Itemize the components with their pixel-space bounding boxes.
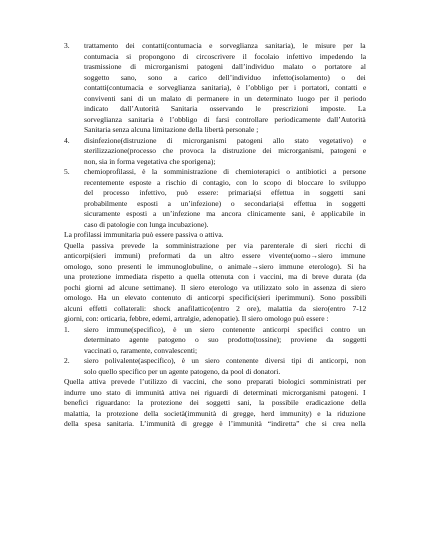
paragraph-line: della spesa sanitaria. L’immunità di gregge è l’immunità “indiretta” che si crea nella [64, 419, 366, 428]
paragraph-line: malattia, la protezione della società(immunità di gregge, herd immunity) e la riduzione [64, 408, 366, 418]
paragraph-line: una protezione immediata rispetto a quella ottenuta con i vaccini, ma di breve durata (da [64, 272, 367, 281]
list-item-line: vaccinati o, raramente, convalescenti; [84, 345, 198, 355]
list-item-line: probabilmente esposti a un’infezione) o secondaria(si effettua in soggetti [84, 198, 366, 208]
paragraph-line: omologo. Ha un elevato contenuto di anticorpi specifici(sieri iperimmuni). Sono possibili [64, 293, 367, 302]
list-item-line: contumacia si propongono di circoscrivere il focolaio infettivo impedendo la [84, 51, 367, 61]
paragraph-line: anticorpi(sieri immuni) preformati da un altro essere vivente(uomo→siero immune [64, 251, 366, 260]
list-item-line: caso di patologie con lunga incubazione). [84, 219, 209, 229]
paragraph-line: alcuni effetti collaterali: shock anafilattico(entro 2 ore), malattia da siero(entro 7-12 [64, 303, 367, 313]
paragraph-line: indurre uno stato di immunità attiva nei riguardi di determinati microrganismi patogeni. I [64, 387, 366, 397]
list-item-line: non, sia in forma vegetativa che sporigena); [84, 156, 216, 166]
list-item-line: recentemente esposte a rischio di contagio, con lo scopo di bloccare lo sviluppo [84, 177, 366, 187]
paragraph-line: Quella attiva prevede l’utilizzo di vaccini, che sono preparati biologici somministrati per [64, 377, 367, 386]
list-item-line: contatti(contumacia e sorveglianza sanitaria), è l’obbligo per i portatori, contatti e [84, 83, 367, 92]
list-item-line: disinfezione(distruzione di microrganismi patogeni allo stato vegetativo) e [84, 135, 367, 145]
paragraph-line: La profilassi immunitaria può essere passiva o attiva. [64, 230, 224, 239]
list-item-line: conviventi sani di un malato di permanere in un determinato luogo per il periodo [84, 93, 367, 103]
list-item-line: trasmissione di microrganismi patogeni dall’individuo malato o portatore al [84, 62, 366, 71]
list-item-line: chemioprofilassi, è la somministrazione di chemioterapici o antibiotici a persone [84, 167, 367, 176]
list-item-line: Sanitaria senza alcuna limitazione della libertà personale ; [84, 125, 259, 134]
list-item-line: indicato dall’Autorità Sanitaria osservando le prescrizioni imposte. La [84, 104, 366, 113]
list-item-line: siero polivalente(aspecifico), è un siero contenente diversi tipi di anticorpi, non [84, 356, 366, 365]
list-number: 1. [64, 324, 70, 334]
list-item-line: soggetto sano, sono a carico dell’individuo infetto(isolamento) o dei [84, 72, 366, 82]
list-number: 2. [64, 356, 70, 365]
list-number: 5. [64, 167, 70, 176]
list-item-line: del processo infettivo, può essere: primaria(si effettua in soggetti sani [84, 188, 366, 197]
list-item-line: determinato agente patogeno o suo prodotto(tossine); proviene da soggetti [84, 335, 367, 344]
list-item-line: siero immune(specifico), è un siero contenente anticorpi specifici contro un [84, 324, 366, 334]
list-item-line: solo quello specifico per un agente patogeno, da pool di donatori. [84, 366, 281, 376]
paragraph-line: Quella passiva prevede la somministrazione per via parenterale di sieri ricchi di [64, 240, 366, 250]
paragraph-line: benefici riguardano: la protezione dei soggetti sani, la possibile eradicazione della [64, 398, 366, 407]
list-item-line: sorveglianza sanitaria è l’obbligo di farsi controllare periodicamente dall’Autorità [84, 114, 366, 124]
paragraph-line: omologo, sono presenti le immunoglobuline, o animale→siero immune eterologo). Si ha [64, 261, 366, 271]
list-item-line: trattamento dei contatti(contumacia e sorveglianza sanitaria), le misure per la [84, 41, 366, 50]
list-item-line: sicuramente esposti a un’infezione ma ancora clinicamente sani, è applicabile in [84, 209, 366, 218]
list-number: 4. [64, 135, 70, 145]
list-number: 3. [64, 41, 70, 50]
paragraph-line: pochi giorni ad alcune settimane). Il siero eterologo va utilizzato solo in assenza di siero [64, 282, 366, 292]
list-item-line: sterilizzazione(processo che provoca la distruzione dei microrganismi, patogeni e [84, 146, 367, 155]
paragraph-line: giorni, con: orticaria, febbre, edemi, artralgie, adenopatie). Il siero omologo può essere : [64, 314, 329, 323]
